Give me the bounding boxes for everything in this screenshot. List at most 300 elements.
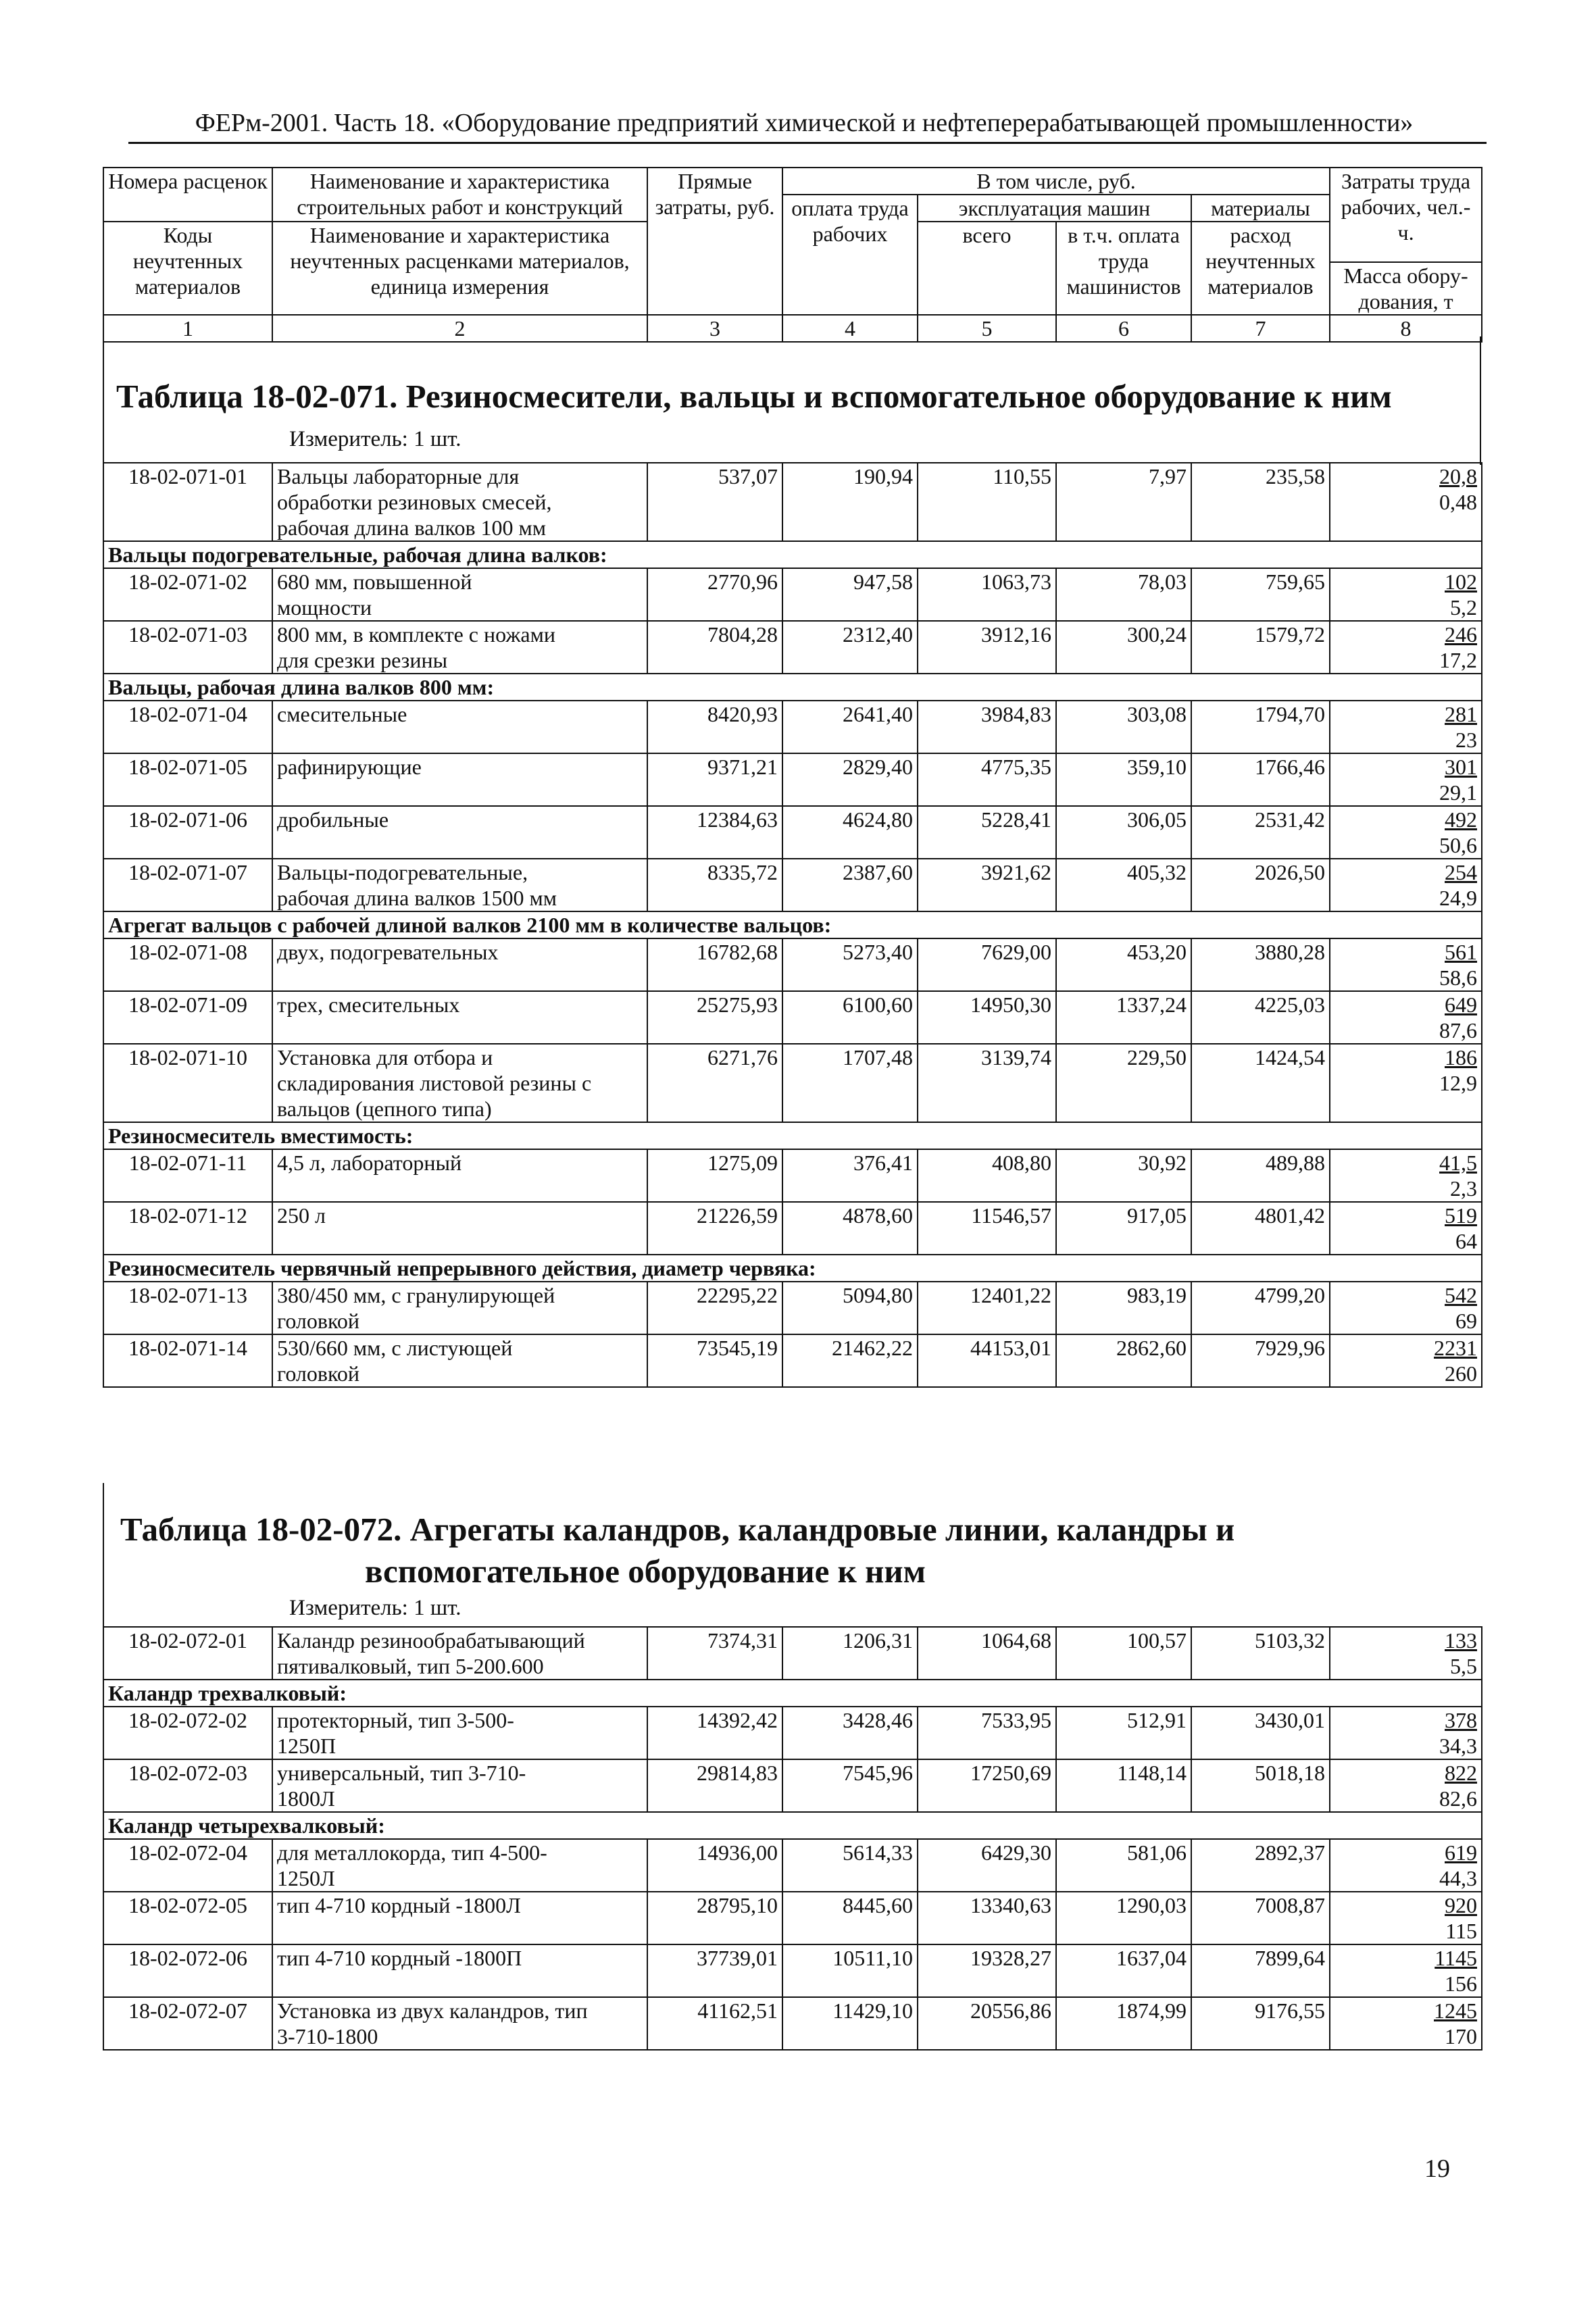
rate-name-line: тип 4-710 кордный -1800П (277, 1946, 522, 1970)
header-direct-costs: Прямые затраты, руб. (647, 168, 782, 315)
material-costs: 2892,37 (1191, 1839, 1330, 1892)
material-costs: 1579,72 (1191, 621, 1330, 674)
rate-name (272, 1044, 647, 1122)
labor-hours: 246 (1445, 622, 1477, 647)
labor-hours: 542 (1445, 1283, 1477, 1307)
labor-hours: 649 (1445, 992, 1477, 1017)
table-row (103, 1149, 1482, 1202)
column-header-table (103, 167, 1482, 343)
rate-name (272, 991, 647, 1044)
worker-wage: 6100,60 (782, 991, 918, 1044)
header-material-use: расход неучтенных материалов (1191, 222, 1330, 315)
equipment-mass: 170 (1445, 2024, 1477, 2048)
rate-name-line: рабочая длина валков 1500 мм (277, 886, 557, 910)
material-costs: 7929,96 (1191, 1334, 1330, 1387)
table-row (103, 568, 1482, 621)
col-num-2: 2 (272, 315, 647, 342)
col-num-1: 1 (103, 315, 272, 342)
worker-wage: 5094,80 (782, 1282, 918, 1334)
worker-wage: 3428,46 (782, 1707, 918, 1759)
labor-hours: 1145 (1435, 1946, 1477, 1970)
machine-costs: 13340,63 (918, 1892, 1056, 1944)
table-row (103, 1944, 1482, 1997)
header-machines: эксплуатация машин (918, 195, 1191, 222)
rate-name-line: рафинирующие (277, 755, 422, 779)
equipment-mass: 260 (1445, 1361, 1477, 1386)
rate-name-line: рабочая длина валков 100 мм (277, 515, 547, 540)
section-row (103, 1680, 1482, 1707)
rate-name-line: Установка из двух каландров, тип (277, 1998, 588, 2023)
section-heading: Каландр четырехвалковый: (103, 1812, 1482, 1839)
equipment-mass: 5,5 (1450, 1654, 1477, 1678)
direct-costs: 37739,01 (647, 1944, 782, 1997)
labor-mass (1330, 1149, 1482, 1202)
col-num-3: 3 (647, 315, 782, 342)
equipment-mass: 50,6 (1439, 833, 1477, 857)
worker-wage: 2641,40 (782, 701, 918, 753)
labor-mass (1330, 1944, 1482, 1997)
worker-wage: 8445,60 (782, 1892, 918, 1944)
direct-costs: 2770,96 (647, 568, 782, 621)
table-row (103, 1627, 1482, 1680)
equipment-mass: 156 (1445, 1971, 1477, 1996)
header-codes: Номера расценок (103, 168, 272, 222)
table1-measure: Измеритель: 1 шт. (289, 427, 462, 451)
material-costs: 2026,50 (1191, 859, 1330, 911)
rate-code: 18-02-071-04 (103, 701, 272, 753)
rate-code: 18-02-071-01 (103, 463, 272, 541)
rate-name (272, 1892, 647, 1944)
rate-name (272, 621, 647, 674)
machinist-wage: 7,97 (1056, 463, 1191, 541)
labor-mass (1330, 1707, 1482, 1759)
header-including: В том числе, руб. (782, 168, 1330, 195)
machine-costs: 7629,00 (918, 938, 1056, 991)
rate-name-line: 800 мм, в комплекте с ножами (277, 622, 555, 647)
labor-mass (1330, 1892, 1482, 1944)
frame-right-1 (1480, 336, 1481, 465)
worker-wage: 11429,10 (782, 1997, 918, 2050)
rate-code: 18-02-071-11 (103, 1149, 272, 1202)
worker-wage: 5273,40 (782, 938, 918, 991)
machine-costs: 12401,22 (918, 1282, 1056, 1334)
worker-wage: 4624,80 (782, 806, 918, 859)
rate-code: 18-02-071-13 (103, 1282, 272, 1334)
header-rule (128, 142, 1487, 144)
labor-hours: 254 (1445, 860, 1477, 884)
material-costs: 7899,64 (1191, 1944, 1330, 1997)
direct-costs: 28795,10 (647, 1892, 782, 1944)
table-row (103, 1334, 1482, 1387)
col-num-4: 4 (782, 315, 918, 342)
machinist-wage: 405,32 (1056, 859, 1191, 911)
rate-name-line: двух, подогревательных (277, 940, 499, 964)
direct-costs: 8335,72 (647, 859, 782, 911)
table-row (103, 1759, 1482, 1812)
direct-costs: 41162,51 (647, 1997, 782, 2050)
equipment-mass: 82,6 (1439, 1786, 1477, 1811)
machine-costs: 6429,30 (918, 1839, 1056, 1892)
worker-wage: 1206,31 (782, 1627, 918, 1680)
labor-mass (1330, 806, 1482, 859)
machine-costs: 110,55 (918, 463, 1056, 541)
labor-mass (1330, 859, 1482, 911)
material-costs: 5018,18 (1191, 1759, 1330, 1812)
frame-left-2 (103, 1483, 104, 1628)
table-row (103, 1044, 1482, 1122)
rate-name-line: 680 мм, повышенной (277, 570, 472, 594)
machinist-wage: 100,57 (1056, 1627, 1191, 1680)
section-heading: Резиносмеситель вместимость: (103, 1122, 1482, 1149)
equipment-mass: 2,3 (1450, 1176, 1477, 1201)
worker-wage: 2312,40 (782, 621, 918, 674)
rate-name (272, 1149, 647, 1202)
material-costs: 489,88 (1191, 1149, 1330, 1202)
labor-mass (1330, 568, 1482, 621)
rate-name-line: дробильные (277, 807, 389, 832)
labor-mass (1330, 463, 1482, 541)
rate-code: 18-02-072-03 (103, 1759, 272, 1812)
rate-name (272, 1944, 647, 1997)
direct-costs: 29814,83 (647, 1759, 782, 1812)
table-row (103, 1707, 1482, 1759)
worker-wage: 10511,10 (782, 1944, 918, 1997)
table-row (103, 753, 1482, 806)
labor-hours: 281 (1445, 702, 1477, 726)
labor-hours: 378 (1445, 1708, 1477, 1732)
header-labor: Затраты труда рабочих, чел.-ч. (1330, 168, 1482, 262)
rate-name (272, 1707, 647, 1759)
rate-name-line: обработки резиновых смесей, (277, 490, 552, 514)
header-material-names: Наименование и характеристика неучтенных расценками материалов, единица измерения (272, 222, 647, 315)
rate-code: 18-02-071-10 (103, 1044, 272, 1122)
machine-costs: 1063,73 (918, 568, 1056, 621)
frame-left-1 (103, 336, 104, 465)
rate-code: 18-02-071-07 (103, 859, 272, 911)
rate-name-line: 250 л (277, 1203, 326, 1228)
direct-costs: 22295,22 (647, 1282, 782, 1334)
table-row (103, 1839, 1482, 1892)
table1-title: Таблица 18-02-071. Резиносмесители, вальцы и вспомогательное оборудование к ним (116, 378, 1392, 415)
labor-hours: 102 (1445, 570, 1477, 594)
labor-hours: 186 (1445, 1045, 1477, 1070)
direct-costs: 25275,93 (647, 991, 782, 1044)
labor-mass (1330, 1627, 1482, 1680)
equipment-mass: 23 (1455, 728, 1477, 752)
worker-wage: 2829,40 (782, 753, 918, 806)
machinist-wage: 453,20 (1056, 938, 1191, 991)
machine-costs: 3921,62 (918, 859, 1056, 911)
equipment-mass: 17,2 (1439, 648, 1477, 672)
worker-wage: 947,58 (782, 568, 918, 621)
section-heading: Вальцы, рабочая длина валков 800 мм: (103, 674, 1482, 701)
rate-name-line: трех, смесительных (277, 992, 460, 1017)
labor-mass (1330, 1839, 1482, 1892)
machine-costs: 14950,30 (918, 991, 1056, 1044)
worker-wage: 376,41 (782, 1149, 918, 1202)
machine-costs: 4775,35 (918, 753, 1056, 806)
labor-mass (1330, 1759, 1482, 1812)
machine-costs: 408,80 (918, 1149, 1056, 1202)
table-row (103, 1282, 1482, 1334)
equipment-mass: 115 (1445, 1919, 1477, 1943)
material-costs: 235,58 (1191, 463, 1330, 541)
direct-costs: 12384,63 (647, 806, 782, 859)
worker-wage: 4878,60 (782, 1202, 918, 1255)
header-material-codes: Коды неучтенных материалов (103, 222, 272, 315)
machine-costs: 3984,83 (918, 701, 1056, 753)
rate-name (272, 1334, 647, 1387)
labor-hours: 492 (1445, 807, 1477, 832)
rate-code: 18-02-071-02 (103, 568, 272, 621)
header-work-name: Наименование и характеристика строительных работ и конструкций (272, 168, 647, 222)
labor-hours: 1245 (1434, 1998, 1477, 2023)
col-num-6: 6 (1056, 315, 1191, 342)
section-heading: Агрегат вальцов с рабочей длиной валков 2100 мм в количестве вальцов: (103, 911, 1482, 938)
direct-costs: 16782,68 (647, 938, 782, 991)
worker-wage: 5614,33 (782, 1839, 918, 1892)
machinist-wage: 1290,03 (1056, 1892, 1191, 1944)
worker-wage: 1707,48 (782, 1044, 918, 1122)
rate-name (272, 568, 647, 621)
rate-name-line: мощности (277, 595, 372, 620)
rate-name (272, 859, 647, 911)
labor-mass (1330, 938, 1482, 991)
rate-name-line: пятивалковый, тип 5-200.600 (277, 1654, 544, 1678)
header-mach-wage: в т.ч. оплата труда машинистов (1056, 222, 1191, 315)
equipment-mass: 12,9 (1439, 1071, 1477, 1095)
material-costs: 3430,01 (1191, 1707, 1330, 1759)
rate-name-line: протекторный, тип 3-500- (277, 1708, 514, 1732)
material-costs: 7008,87 (1191, 1892, 1330, 1944)
section-heading: Резиносмеситель червячный непрерывного действия, диаметр червяка: (103, 1255, 1482, 1282)
labor-mass (1330, 701, 1482, 753)
direct-costs: 14392,42 (647, 1707, 782, 1759)
machinist-wage: 229,50 (1056, 1044, 1191, 1122)
rate-name (272, 1759, 647, 1812)
machinist-wage: 917,05 (1056, 1202, 1191, 1255)
labor-mass (1330, 1997, 1482, 2050)
table-row (103, 1997, 1482, 2050)
table-row (103, 859, 1482, 911)
equipment-mass: 24,9 (1439, 886, 1477, 910)
material-costs: 5103,32 (1191, 1627, 1330, 1680)
header-materials: материалы (1191, 195, 1330, 222)
machinist-wage: 359,10 (1056, 753, 1191, 806)
rate-name-line: 1800Л (277, 1786, 335, 1811)
material-costs: 1424,54 (1191, 1044, 1330, 1122)
material-costs: 3880,28 (1191, 938, 1330, 991)
machine-costs: 11546,57 (918, 1202, 1056, 1255)
labor-mass (1330, 1044, 1482, 1122)
labor-hours: 301 (1445, 755, 1477, 779)
worker-wage: 190,94 (782, 463, 918, 541)
labor-hours: 519 (1445, 1203, 1477, 1228)
rate-name-line: 3-710-1800 (277, 2024, 378, 2048)
labor-hours: 133 (1445, 1628, 1477, 1653)
table-row (103, 463, 1482, 541)
rate-name (272, 1839, 647, 1892)
labor-hours: 619 (1445, 1840, 1477, 1865)
table-row (103, 806, 1482, 859)
machinist-wage: 30,92 (1056, 1149, 1191, 1202)
rate-name-line: 4,5 л, лабораторный (277, 1151, 462, 1175)
equipment-mass: 5,2 (1450, 595, 1477, 620)
worker-wage: 7545,96 (782, 1759, 918, 1812)
table2-rates (103, 1626, 1482, 2051)
direct-costs: 73545,19 (647, 1334, 782, 1387)
machinist-wage: 1637,04 (1056, 1944, 1191, 1997)
machinist-wage: 306,05 (1056, 806, 1191, 859)
machinist-wage: 512,91 (1056, 1707, 1191, 1759)
machine-costs: 1064,68 (918, 1627, 1056, 1680)
machinist-wage: 78,03 (1056, 568, 1191, 621)
direct-costs: 6271,76 (647, 1044, 782, 1122)
direct-costs: 14936,00 (647, 1839, 782, 1892)
rate-name (272, 806, 647, 859)
labor-mass (1330, 1202, 1482, 1255)
rate-code: 18-02-071-08 (103, 938, 272, 991)
direct-costs: 9371,21 (647, 753, 782, 806)
header-wage: оплата труда рабочих (782, 195, 918, 315)
machinist-wage: 1148,14 (1056, 1759, 1191, 1812)
table2-title-line1: Таблица 18-02-072. Агрегаты каландров, каландровые линии, каландры и (120, 1511, 1235, 1548)
equipment-mass: 87,6 (1439, 1018, 1477, 1042)
machine-costs: 3139,74 (918, 1044, 1056, 1122)
rate-code: 18-02-072-04 (103, 1839, 272, 1892)
direct-costs: 8420,93 (647, 701, 782, 753)
col-num-7: 7 (1191, 315, 1330, 342)
col-num-8: 8 (1330, 315, 1482, 342)
rate-name (272, 1282, 647, 1334)
rate-code: 18-02-072-06 (103, 1944, 272, 1997)
rate-name-line: смесительные (277, 702, 407, 726)
labor-hours: 822 (1445, 1761, 1477, 1785)
rate-code: 18-02-071-09 (103, 991, 272, 1044)
machine-costs: 44153,01 (918, 1334, 1056, 1387)
rate-code: 18-02-071-05 (103, 753, 272, 806)
rate-code: 18-02-071-06 (103, 806, 272, 859)
labor-mass (1330, 991, 1482, 1044)
equipment-mass: 34,3 (1439, 1734, 1477, 1758)
machine-costs: 7533,95 (918, 1707, 1056, 1759)
table-row (103, 1202, 1482, 1255)
page-number: 19 (1424, 2155, 1450, 2183)
rate-name-line: 530/660 мм, с листующей (277, 1336, 513, 1360)
machinist-wage: 303,08 (1056, 701, 1191, 753)
material-costs: 4225,03 (1191, 991, 1330, 1044)
equipment-mass: 64 (1455, 1229, 1477, 1253)
labor-mass (1330, 753, 1482, 806)
rate-name-line: Вальцы лабораторные для (277, 464, 520, 488)
direct-costs: 537,07 (647, 463, 782, 541)
page-header: ФЕРм-2001. Часть 18. «Оборудование предприятий химической и нефтеперерабатывающей промышленности» (195, 109, 1414, 137)
rate-code: 18-02-072-05 (103, 1892, 272, 1944)
material-costs: 9176,55 (1191, 1997, 1330, 2050)
rate-name-line: 380/450 мм, с гранулирующей (277, 1283, 555, 1307)
rate-name-line: головкой (277, 1361, 360, 1386)
rate-name (272, 1997, 647, 2050)
labor-hours: 920 (1445, 1893, 1477, 1917)
material-costs: 1794,70 (1191, 701, 1330, 753)
labor-mass (1330, 621, 1482, 674)
table-row (103, 938, 1482, 991)
rate-name-line: Вальцы-подогревательные, (277, 860, 528, 884)
header-mach-total: всего (918, 222, 1056, 315)
rate-name-line: тип 4-710 кордный -1800Л (277, 1893, 521, 1917)
table-row (103, 1892, 1482, 1944)
rate-code: 18-02-071-14 (103, 1334, 272, 1387)
rate-code: 18-02-072-01 (103, 1627, 272, 1680)
machine-costs: 3912,16 (918, 621, 1056, 674)
rate-code: 18-02-072-07 (103, 1997, 272, 2050)
rate-name (272, 1202, 647, 1255)
section-row (103, 911, 1482, 938)
labor-hours: 20,8 (1439, 464, 1477, 488)
rate-name (272, 938, 647, 991)
rate-name-line: головкой (277, 1309, 360, 1333)
equipment-mass: 44,3 (1439, 1866, 1477, 1890)
machinist-wage: 2862,60 (1056, 1334, 1191, 1387)
machinist-wage: 300,24 (1056, 621, 1191, 674)
rate-name-line: для металлокорда, тип 4-500- (277, 1840, 547, 1865)
material-costs: 4801,42 (1191, 1202, 1330, 1255)
rate-name-line: вальцов (цепного типа) (277, 1097, 492, 1121)
rate-code: 18-02-072-02 (103, 1707, 272, 1759)
direct-costs: 7804,28 (647, 621, 782, 674)
col-num-5: 5 (918, 315, 1056, 342)
worker-wage: 2387,60 (782, 859, 918, 911)
machinist-wage: 983,19 (1056, 1282, 1191, 1334)
labor-hours: 2231 (1434, 1336, 1477, 1360)
section-heading: Каландр трехвалковый: (103, 1680, 1482, 1707)
direct-costs: 21226,59 (647, 1202, 782, 1255)
header-mass: Масса обору-дования, т (1330, 262, 1482, 315)
direct-costs: 1275,09 (647, 1149, 782, 1202)
table2-measure: Измеритель: 1 шт. (289, 1596, 462, 1620)
section-row (103, 1255, 1482, 1282)
table-row (103, 701, 1482, 753)
section-row (103, 1812, 1482, 1839)
labor-mass (1330, 1334, 1482, 1387)
section-row (103, 674, 1482, 701)
section-heading: Вальцы подогревательные, рабочая длина валков: (103, 541, 1482, 568)
machine-costs: 5228,41 (918, 806, 1056, 859)
rate-code: 18-02-071-03 (103, 621, 272, 674)
labor-hours: 41,5 (1439, 1151, 1477, 1175)
direct-costs: 7374,31 (647, 1627, 782, 1680)
machinist-wage: 581,06 (1056, 1839, 1191, 1892)
rate-name-line: 1250Л (277, 1866, 335, 1890)
labor-mass (1330, 1282, 1482, 1334)
rate-name-line: универсальный, тип 3-710- (277, 1761, 526, 1785)
rate-name (272, 753, 647, 806)
worker-wage: 21462,22 (782, 1334, 918, 1387)
equipment-mass: 0,48 (1439, 490, 1477, 514)
rate-code: 18-02-071-12 (103, 1202, 272, 1255)
rate-name-line: Каландр резинообрабатывающий (277, 1628, 585, 1653)
material-costs: 1766,46 (1191, 753, 1330, 806)
rate-name (272, 1627, 647, 1680)
table2-title-line2: вспомогательное оборудование к ним (365, 1553, 926, 1590)
machinist-wage: 1874,99 (1056, 1997, 1191, 2050)
equipment-mass: 69 (1455, 1309, 1477, 1333)
material-costs: 2531,42 (1191, 806, 1330, 859)
labor-hours: 561 (1445, 940, 1477, 964)
table-row (103, 621, 1482, 674)
section-row (103, 1122, 1482, 1149)
section-row (103, 541, 1482, 568)
